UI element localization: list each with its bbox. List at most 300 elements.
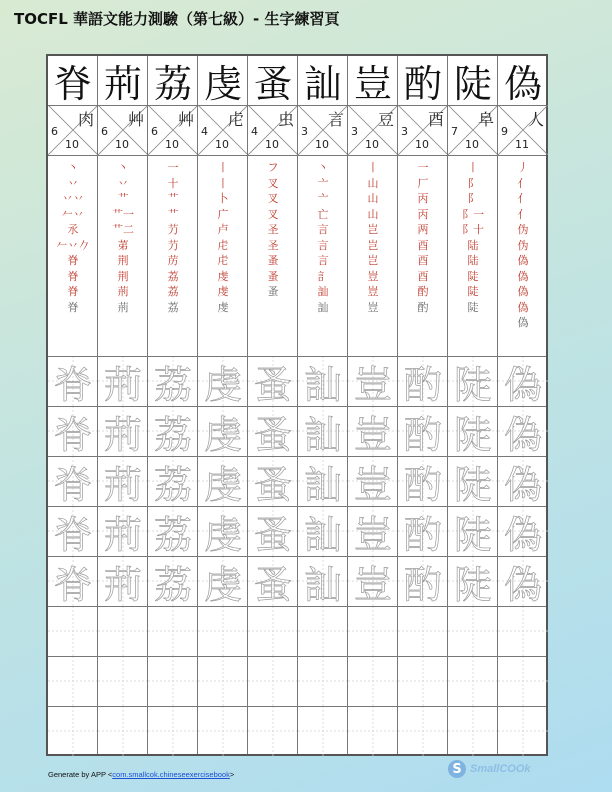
blank-practice-cell[interactable] xyxy=(98,656,148,706)
column-divider xyxy=(297,56,298,754)
trace-character: 荔 xyxy=(153,412,192,457)
stroke-step: 艹一 xyxy=(112,207,134,221)
trace-cell[interactable] xyxy=(48,506,98,556)
trace-cell[interactable] xyxy=(348,456,398,506)
radical-stroke-count: 4 xyxy=(251,125,258,138)
char-column xyxy=(48,56,98,754)
trace-character: 蚤 xyxy=(253,512,292,557)
guide-lines xyxy=(248,606,298,656)
logo-text: SmallCOOk xyxy=(470,763,531,775)
trace-cell[interactable] xyxy=(148,356,198,406)
radical-stroke-count: 9 xyxy=(501,125,508,138)
trace-cell[interactable] xyxy=(298,406,348,456)
row-divider xyxy=(48,556,546,557)
guide-lines xyxy=(198,606,248,656)
radical: 阜 xyxy=(477,110,494,129)
stroke-step: 艹 xyxy=(167,207,179,221)
total-stroke-count: 10 xyxy=(65,138,79,151)
blank-practice-cell[interactable] xyxy=(48,656,98,706)
blank-practice-cell[interactable] xyxy=(498,656,548,706)
trace-character: 荔 xyxy=(153,562,192,607)
stroke-step: 言 xyxy=(317,254,329,267)
total-stroke-count: 10 xyxy=(315,138,329,151)
radical: 艸 xyxy=(127,110,144,129)
stroke-step: 偽 xyxy=(517,254,529,267)
stroke-order-sequence xyxy=(398,156,448,356)
trace-cell[interactable] xyxy=(48,556,98,606)
trace-character: 訕 xyxy=(303,462,342,507)
column-divider xyxy=(347,56,348,754)
guide-lines xyxy=(48,656,98,706)
blank-practice-cell[interactable] xyxy=(198,706,248,756)
stroke-step: 艹 xyxy=(117,192,129,205)
column-divider xyxy=(97,56,98,754)
model-character: 荊 xyxy=(103,62,142,106)
footer-prefix: Generate by APP < xyxy=(48,770,113,779)
stroke-step: 两 xyxy=(417,223,429,236)
character-info-cell xyxy=(98,105,148,155)
stroke-order-sequence xyxy=(148,156,198,356)
trace-character: 荔 xyxy=(153,362,192,407)
trace-character: 訕 xyxy=(303,412,342,457)
trace-cell[interactable] xyxy=(398,456,448,506)
trace-cell[interactable] xyxy=(398,506,448,556)
row-divider xyxy=(48,105,546,106)
trace-character: 酌 xyxy=(403,462,442,507)
row-divider xyxy=(48,706,546,707)
trace-character: 陡 xyxy=(453,412,492,457)
character-info-cell xyxy=(298,105,348,155)
guide-lines xyxy=(398,706,448,756)
blank-practice-cell[interactable] xyxy=(48,706,98,756)
model-character: 酌 xyxy=(403,62,442,106)
model-character: 豈 xyxy=(353,62,392,106)
stroke-step: 偽 xyxy=(517,316,529,329)
stroke-order-sequence xyxy=(298,156,348,356)
model-character: 偽 xyxy=(503,62,542,106)
stroke-step: 言 xyxy=(317,223,329,236)
radical-stroke-count: 3 xyxy=(301,125,308,138)
stroke-step: 酉 xyxy=(417,269,429,283)
stroke-step: 阝一 xyxy=(462,207,484,221)
practice-sheet xyxy=(46,54,548,756)
stroke-step: 氶 xyxy=(67,223,79,236)
stroke-step: 岂 xyxy=(367,254,379,267)
stroke-step: 岂 xyxy=(367,238,379,252)
stroke-order-sequence xyxy=(448,156,498,356)
stroke-step: 亻 xyxy=(517,207,529,221)
character-info-cell xyxy=(348,105,398,155)
trace-character: 荔 xyxy=(153,512,192,557)
total-stroke-count: 10 xyxy=(365,138,379,151)
model-character: 脊 xyxy=(53,62,92,106)
trace-cell[interactable] xyxy=(298,506,348,556)
trace-cell[interactable] xyxy=(198,456,248,506)
guide-lines xyxy=(98,656,148,706)
stroke-step: 陆 xyxy=(467,238,479,252)
blank-practice-cell[interactable] xyxy=(98,706,148,756)
trace-cell[interactable] xyxy=(48,356,98,406)
stroke-step: 豈 xyxy=(367,285,379,298)
stroke-step: 虔 xyxy=(217,285,229,298)
stroke-step: 脊 xyxy=(67,300,79,314)
stroke-step: 丷丷 xyxy=(62,192,84,205)
trace-cell[interactable] xyxy=(148,456,198,506)
trace-cell[interactable] xyxy=(348,556,398,606)
total-stroke-count: 10 xyxy=(115,138,129,151)
guide-lines xyxy=(448,656,498,706)
guide-lines xyxy=(248,656,298,706)
stroke-step: 艹 xyxy=(167,192,179,205)
column-divider xyxy=(397,56,398,754)
character-info-cell xyxy=(398,105,448,155)
trace-character: 豈 xyxy=(353,362,392,407)
trace-character: 荔 xyxy=(153,462,192,507)
stroke-step: 脊 xyxy=(67,254,79,267)
trace-character: 陡 xyxy=(453,512,492,557)
trace-cell[interactable] xyxy=(98,356,148,406)
trace-cell[interactable] xyxy=(298,456,348,506)
blank-practice-cell[interactable] xyxy=(248,706,298,756)
guide-lines xyxy=(298,656,348,706)
trace-cell[interactable] xyxy=(448,556,498,606)
stroke-step: フ xyxy=(267,161,279,174)
stroke-step: 陡 xyxy=(467,300,479,314)
stroke-order-sequence xyxy=(498,156,548,356)
trace-cell[interactable] xyxy=(448,456,498,506)
blank-practice-cell[interactable] xyxy=(348,656,398,706)
total-stroke-count: 10 xyxy=(415,138,429,151)
trace-character: 豈 xyxy=(353,562,392,607)
trace-cell[interactable] xyxy=(198,506,248,556)
trace-character: 蚤 xyxy=(253,462,292,507)
row-divider xyxy=(48,406,546,407)
stroke-step: 艹二 xyxy=(112,223,134,236)
blank-practice-cell[interactable] xyxy=(398,706,448,756)
stroke-step: 荊 xyxy=(117,300,129,314)
guide-lines xyxy=(148,706,198,756)
stroke-step: 蚤 xyxy=(267,269,279,283)
blank-practice-cell[interactable] xyxy=(448,706,498,756)
trace-character: 荊 xyxy=(103,362,142,407)
stroke-step: 叉 xyxy=(267,207,279,221)
trace-cell[interactable] xyxy=(48,456,98,506)
trace-character: 蚤 xyxy=(253,412,292,457)
radical-stroke-count: 6 xyxy=(51,125,58,138)
page-title: TOCFL 華語文能力測驗（第七級）- 生字練習頁 xyxy=(14,10,340,28)
model-character: 荔 xyxy=(153,62,192,106)
blank-practice-cell[interactable] xyxy=(248,606,298,656)
radical: 豆 xyxy=(377,110,394,129)
trace-cell[interactable] xyxy=(248,356,298,406)
stroke-step: 蚤 xyxy=(267,254,279,267)
guide-lines xyxy=(498,606,548,656)
stroke-step: 脊 xyxy=(67,285,79,298)
stroke-step: 偽 xyxy=(517,269,529,283)
stroke-step: 蚤 xyxy=(267,285,279,298)
stroke-step: 言 xyxy=(317,238,329,252)
stroke-step: 偽 xyxy=(517,300,529,314)
char-column xyxy=(448,56,498,754)
trace-cell[interactable] xyxy=(148,556,198,606)
column-divider xyxy=(497,56,498,754)
blank-practice-cell[interactable] xyxy=(298,606,348,656)
stroke-step: 荔 xyxy=(167,300,179,314)
trace-cell[interactable] xyxy=(448,506,498,556)
trace-character: 偽 xyxy=(503,462,542,507)
stroke-step: 酌 xyxy=(417,300,429,314)
blank-practice-cell[interactable] xyxy=(198,656,248,706)
radical-stroke-count: 7 xyxy=(451,125,458,138)
stroke-step: 圣 xyxy=(267,223,279,236)
blank-practice-cell[interactable] xyxy=(248,656,298,706)
trace-character: 虔 xyxy=(203,562,242,607)
guide-lines xyxy=(148,656,198,706)
total-stroke-count: 10 xyxy=(465,138,479,151)
trace-cell[interactable] xyxy=(498,356,548,406)
trace-cell[interactable] xyxy=(348,406,398,456)
column-divider xyxy=(447,56,448,754)
trace-cell[interactable] xyxy=(148,506,198,556)
trace-cell[interactable] xyxy=(98,406,148,456)
blank-practice-cell[interactable] xyxy=(398,606,448,656)
stroke-step: 阝十 xyxy=(462,223,484,236)
guide-lines xyxy=(398,656,448,706)
stroke-order-sequence xyxy=(198,156,248,356)
stroke-step: 苈 xyxy=(167,254,179,267)
trace-cell[interactable] xyxy=(148,406,198,456)
blank-practice-cell[interactable] xyxy=(298,706,348,756)
stroke-order-sequence xyxy=(48,156,98,356)
trace-cell[interactable] xyxy=(98,456,148,506)
stroke-step: 虍 xyxy=(217,238,229,252)
trace-character: 偽 xyxy=(503,412,542,457)
trace-character: 豈 xyxy=(353,512,392,557)
stroke-step: 豈 xyxy=(367,300,379,314)
blank-practice-cell[interactable] xyxy=(348,606,398,656)
radical-stroke-count: 4 xyxy=(201,125,208,138)
trace-cell[interactable] xyxy=(298,356,348,406)
row-divider xyxy=(48,656,546,657)
radical-stroke-count: 6 xyxy=(101,125,108,138)
row-divider xyxy=(48,456,546,457)
trace-cell[interactable] xyxy=(248,556,298,606)
trace-cell[interactable] xyxy=(248,406,298,456)
trace-cell[interactable] xyxy=(98,506,148,556)
app-link[interactable]: com.smallcok.chineseexercisebook xyxy=(112,770,230,779)
char-column xyxy=(98,56,148,754)
stroke-step: 虔 xyxy=(217,300,229,314)
stroke-step: 訕 xyxy=(317,285,329,298)
stroke-order-sequence xyxy=(98,156,148,356)
stroke-step: 叉 xyxy=(267,192,279,205)
stroke-step: 丨 xyxy=(467,161,479,174)
row-divider xyxy=(48,356,546,357)
model-character: 虔 xyxy=(203,62,242,106)
trace-cell[interactable] xyxy=(98,556,148,606)
trace-character: 虔 xyxy=(203,362,242,407)
stroke-step: 陆 xyxy=(467,254,479,267)
column-divider xyxy=(147,56,148,754)
trace-character: 陡 xyxy=(453,462,492,507)
blank-practice-cell[interactable] xyxy=(398,656,448,706)
trace-cell[interactable] xyxy=(198,556,248,606)
footer-suffix: > xyxy=(229,770,235,779)
trace-cell[interactable] xyxy=(198,406,248,456)
stroke-step: 酉 xyxy=(417,254,429,267)
trace-cell[interactable] xyxy=(448,406,498,456)
guide-lines xyxy=(398,606,448,656)
stroke-step: 亻 xyxy=(517,176,529,190)
trace-character: 酌 xyxy=(403,362,442,407)
stroke-step: 訕 xyxy=(317,300,329,314)
trace-character: 脊 xyxy=(53,362,92,407)
blank-practice-cell[interactable] xyxy=(98,606,148,656)
trace-character: 蚤 xyxy=(253,362,292,407)
stroke-step: 山 xyxy=(367,192,379,205)
guide-lines xyxy=(448,606,498,656)
stroke-step: 伪 xyxy=(517,238,529,252)
trace-character: 虔 xyxy=(203,462,242,507)
stroke-step: 芀 xyxy=(167,238,179,252)
trace-character: 豈 xyxy=(353,462,392,507)
char-column xyxy=(348,56,398,754)
trace-character: 偽 xyxy=(503,562,542,607)
trace-cell[interactable] xyxy=(448,356,498,406)
blank-practice-cell[interactable] xyxy=(498,706,548,756)
trace-character: 酌 xyxy=(403,512,442,557)
stroke-step: 丶 xyxy=(117,161,129,174)
trace-cell[interactable] xyxy=(398,356,448,406)
blank-practice-cell[interactable] xyxy=(448,656,498,706)
trace-cell[interactable] xyxy=(348,506,398,556)
trace-cell[interactable] xyxy=(498,506,548,556)
blank-practice-cell[interactable] xyxy=(48,606,98,656)
guide-lines xyxy=(348,656,398,706)
character-info-cell xyxy=(448,105,498,155)
blank-practice-cell[interactable] xyxy=(148,706,198,756)
trace-cell[interactable] xyxy=(248,456,298,506)
stroke-step: 丙 xyxy=(417,192,429,205)
stroke-step: 厂 xyxy=(417,176,429,190)
character-info-cell xyxy=(498,105,548,155)
trace-cell[interactable] xyxy=(198,356,248,406)
column-divider xyxy=(247,56,248,754)
trace-cell[interactable] xyxy=(498,406,548,456)
stroke-step: 𠂉丷𠂊 xyxy=(56,238,90,252)
trace-character: 陡 xyxy=(453,562,492,607)
trace-character: 偽 xyxy=(503,512,542,557)
blank-practice-cell[interactable] xyxy=(498,606,548,656)
stroke-step: 訁 xyxy=(317,269,329,283)
stroke-step: 丨 xyxy=(367,161,379,174)
trace-cell[interactable] xyxy=(248,506,298,556)
trace-character: 脊 xyxy=(53,512,92,557)
guide-lines xyxy=(248,706,298,756)
guide-lines xyxy=(348,706,398,756)
stroke-step: 叉 xyxy=(267,176,279,190)
stroke-step: 阝 xyxy=(467,192,479,205)
trace-character: 酌 xyxy=(403,562,442,607)
stroke-step: 荆 xyxy=(117,254,129,267)
stroke-step: 荊 xyxy=(117,285,129,298)
guide-lines xyxy=(198,656,248,706)
stroke-step: 丶 xyxy=(317,161,329,174)
blank-practice-cell[interactable] xyxy=(298,656,348,706)
trace-character: 虔 xyxy=(203,412,242,457)
stroke-step: 亻 xyxy=(517,192,529,205)
stroke-step: 酉 xyxy=(417,238,429,252)
stroke-order-sequence xyxy=(248,156,298,356)
stroke-step: 丿 xyxy=(517,161,529,174)
stroke-step: 豈 xyxy=(367,269,379,283)
trace-cell[interactable] xyxy=(498,556,548,606)
stroke-step: 陡 xyxy=(467,285,479,298)
blank-practice-cell[interactable] xyxy=(148,606,198,656)
trace-character: 脊 xyxy=(53,462,92,507)
stroke-step: 𠂉丷 xyxy=(62,207,84,221)
guide-lines xyxy=(48,606,98,656)
trace-cell[interactable] xyxy=(48,406,98,456)
trace-character: 荊 xyxy=(103,412,142,457)
stroke-step: 亠 xyxy=(317,192,329,205)
character-info-cell xyxy=(48,105,98,155)
stroke-step: 陡 xyxy=(467,269,479,283)
stroke-step: 卜 xyxy=(217,192,229,205)
stroke-step: 山 xyxy=(367,176,379,190)
stroke-step: 亡 xyxy=(317,207,329,221)
trace-character: 荊 xyxy=(103,562,142,607)
guide-lines xyxy=(48,706,98,756)
blank-practice-cell[interactable] xyxy=(348,706,398,756)
stroke-step: 脊 xyxy=(67,269,79,283)
radical-stroke-count: 6 xyxy=(151,125,158,138)
stroke-step: 苐 xyxy=(117,238,129,252)
blank-practice-cell[interactable] xyxy=(198,606,248,656)
blank-practice-cell[interactable] xyxy=(148,656,198,706)
guide-lines xyxy=(148,606,198,656)
trace-character: 訕 xyxy=(303,362,342,407)
stroke-step: 广 xyxy=(217,207,229,221)
total-stroke-count: 10 xyxy=(165,138,179,151)
stroke-step: 荆 xyxy=(117,269,129,283)
guide-lines xyxy=(98,606,148,656)
trace-cell[interactable] xyxy=(298,556,348,606)
trace-character: 偽 xyxy=(503,362,542,407)
trace-character: 荊 xyxy=(103,512,142,557)
radical: 虫 xyxy=(277,110,294,129)
radical: 艸 xyxy=(177,110,194,129)
stroke-step: 岂 xyxy=(367,223,379,236)
model-character: 陡 xyxy=(453,62,492,106)
trace-cell[interactable] xyxy=(398,556,448,606)
stroke-step: 山 xyxy=(367,207,379,221)
stroke-step: 虔 xyxy=(217,269,229,283)
stroke-step: 伪 xyxy=(517,223,529,236)
character-info-cell xyxy=(198,105,248,155)
trace-character: 豈 xyxy=(353,412,392,457)
blank-practice-cell[interactable] xyxy=(448,606,498,656)
radical: 言 xyxy=(327,110,344,129)
stroke-step: 荔 xyxy=(167,269,179,283)
trace-character: 脊 xyxy=(53,412,92,457)
trace-cell[interactable] xyxy=(398,406,448,456)
trace-character: 脊 xyxy=(53,562,92,607)
stroke-step: 丶 xyxy=(67,161,79,174)
trace-cell[interactable] xyxy=(498,456,548,506)
stroke-step: 丨 xyxy=(217,161,229,174)
trace-cell[interactable] xyxy=(348,356,398,406)
